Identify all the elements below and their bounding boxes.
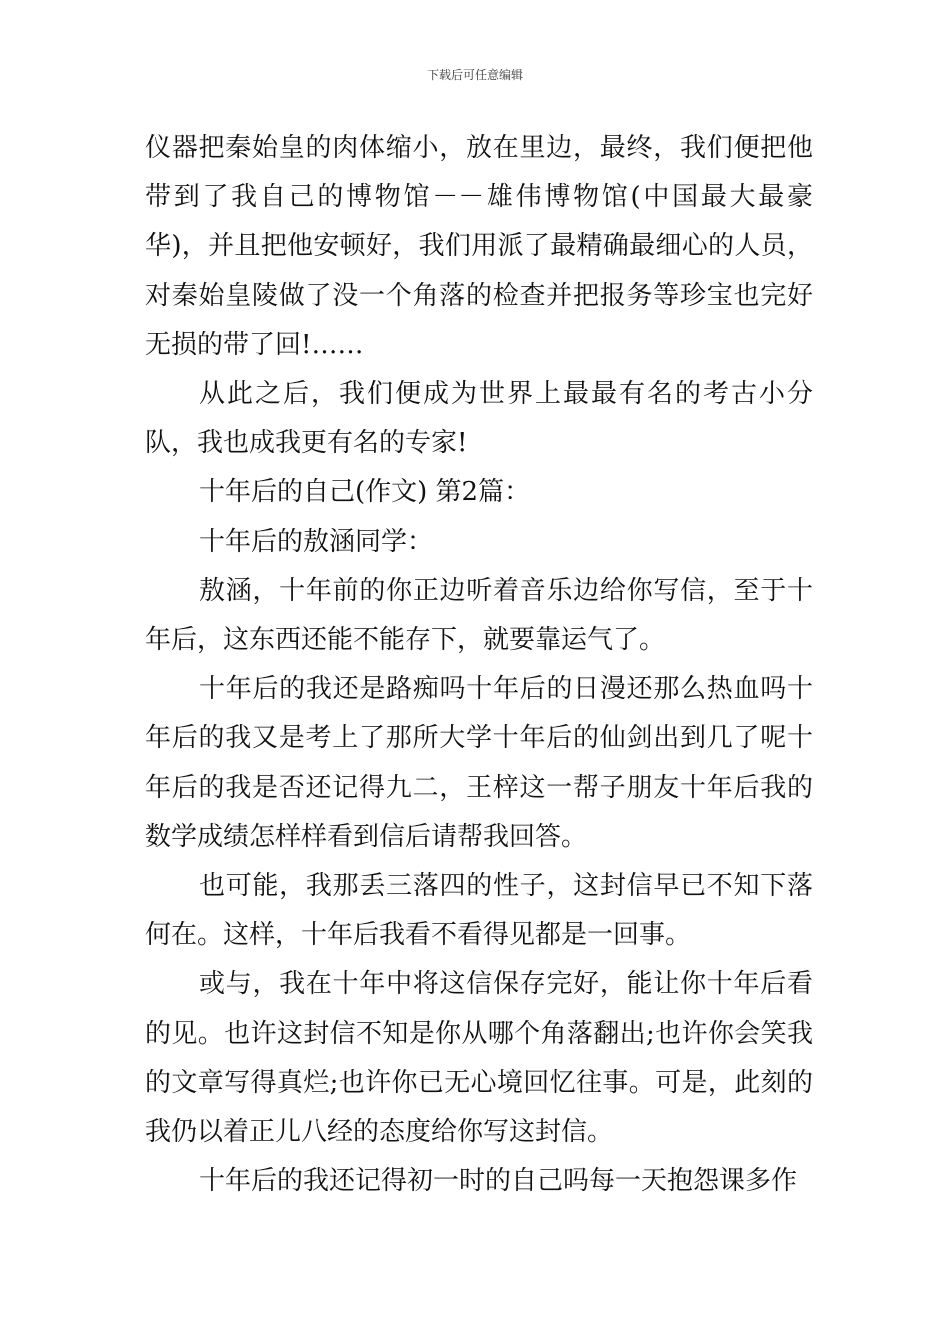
- paragraph-1: 仪器把秦始皇的肉体缩小，放在里边，最终，我们便把他带到了我自己的博物馆－－雄伟博物馆(中国最大最豪华)，并且把他安顿好，我们用派了最精确最细心的人员，对秦始皇陵做了没一个角落的检查并把报务等珍宝也完好无损的带了回!……: [145, 133, 813, 360]
- page-header: 下载后可任意编辑: [426, 68, 523, 82]
- paragraph-9: 十年后的我还记得初一时的自己吗每一天抱怨课多作: [199, 1166, 798, 1197]
- document-body: [145, 124, 813, 1206]
- paragraph-7: 也可能，我那丢三落四的性子，这封信早已不知下落何在。这样，十年后我看不看得见都是一回事。: [145, 871, 813, 951]
- paragraph-2: 从此之后，我们便成为世界上最最有名的考古小分队，我也成我更有名的专家!: [145, 379, 813, 459]
- article-heading: 十年后的自己(作文) 第2篇：: [199, 477, 531, 508]
- paragraph-6: 十年后的我还是路痴吗十年后的日漫还那么热血吗十年后的我又是考上了那所大学十年后的仙剑出到几了呢十年后的我是否还记得九二，王梓这一帮子朋友十年后我的数学成绩怎样样看到信后请帮我回答。: [145, 674, 813, 852]
- paragraph-5: 敖涵，十年前的你正边听着音乐边给你写信，至于十年后，这东西还能不能存下，就要靠运气了。: [145, 575, 813, 656]
- letter-salutation: 十年后的敖涵同学：: [199, 526, 434, 557]
- paragraph-8: 或与，我在十年中将这信保存完好，能让你十年后看的见。也许这封信不知是你从哪个角落翻出;也许你会笑我的文章写得真烂;也许你已无心境回忆往事。可是，此刻的我仍以着正儿八经的态度给你写这封信。: [145, 969, 813, 1148]
